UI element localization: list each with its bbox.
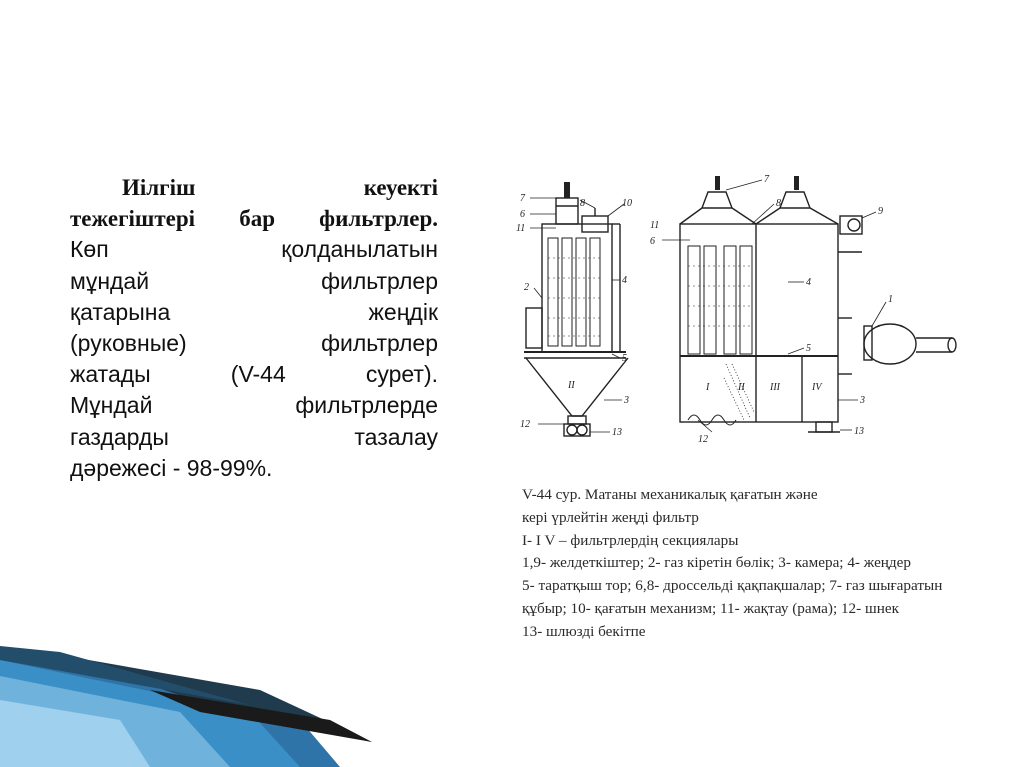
label-section-ii: II bbox=[738, 382, 745, 393]
caption-line: I- I V – фильтрлердің секциялары bbox=[522, 531, 739, 549]
label-r11: 11 bbox=[650, 220, 660, 231]
label-r4: 4 bbox=[806, 277, 811, 288]
front-view bbox=[680, 176, 956, 432]
label-r1: 1 bbox=[888, 294, 893, 305]
body-line: газдарды тазалау bbox=[70, 423, 438, 450]
label-10: 10 bbox=[622, 198, 632, 209]
label-6: 6 bbox=[520, 209, 525, 220]
body-line: (руковные) фильтрлер bbox=[70, 330, 438, 357]
label-r7: 7 bbox=[764, 174, 769, 185]
label-r9: 9 bbox=[878, 206, 883, 217]
label-r8: 8 bbox=[776, 198, 781, 209]
label-section-iv: IV bbox=[812, 382, 822, 393]
label-section-iii: III bbox=[770, 382, 780, 393]
label-3: 3 bbox=[624, 395, 629, 406]
caption-line: 13- шлюзді бекітпе bbox=[522, 622, 646, 640]
label-section-ii-left: II bbox=[568, 380, 575, 391]
body-line: қатарына жеңдік bbox=[70, 298, 438, 325]
label-5: 5 bbox=[622, 353, 627, 364]
body-line: дәрежесі - 98-99%. bbox=[70, 454, 273, 481]
label-r5: 5 bbox=[806, 343, 811, 354]
label-2: 2 bbox=[524, 282, 529, 293]
side-view bbox=[524, 182, 628, 436]
label-r6: 6 bbox=[650, 236, 655, 247]
filter-diagram bbox=[512, 168, 982, 468]
label-7: 7 bbox=[520, 193, 525, 204]
label-r12: 12 bbox=[698, 434, 708, 445]
label-r3: 3 bbox=[860, 395, 865, 406]
label-12: 12 bbox=[520, 419, 530, 430]
label-13: 13 bbox=[612, 427, 622, 438]
label-11: 11 bbox=[516, 223, 526, 234]
body-line: тежегіштері бар фильтрлер. bbox=[70, 206, 438, 232]
label-8: 8 bbox=[580, 198, 585, 209]
caption-line: 5- таратқыш тор; 6,8- дроссельді қақпақшалар; 7- газ шығаратын bbox=[522, 577, 943, 595]
body-line: Мұндай фильтрлерде bbox=[70, 392, 438, 419]
figure-caption bbox=[522, 484, 992, 644]
label-section-i: I bbox=[706, 382, 710, 393]
label-4: 4 bbox=[622, 275, 627, 286]
caption-line: 1,9- желдеткіштер; 2- газ кіретін бөлік; 3- камера; 4- жеңдер bbox=[522, 554, 911, 572]
body-line: Көп қолданылатын bbox=[70, 236, 438, 263]
body-line: жатады (V-44 сурет). bbox=[70, 361, 438, 388]
body-line: мұндай фильтрлер bbox=[70, 267, 438, 294]
body-text bbox=[70, 172, 438, 484]
caption-line: кері үрлейтін жеңді фильтр bbox=[522, 508, 699, 526]
caption-line: V-44 сур. Матаны механикалық қағатын және bbox=[522, 486, 818, 503]
body-line: Иілгіш кеуекті bbox=[122, 175, 438, 200]
caption-line: құбыр; 10- қағатын механизм; 11- жақтау (рама); 12- шнек bbox=[522, 599, 899, 617]
label-r13: 13 bbox=[854, 426, 864, 437]
